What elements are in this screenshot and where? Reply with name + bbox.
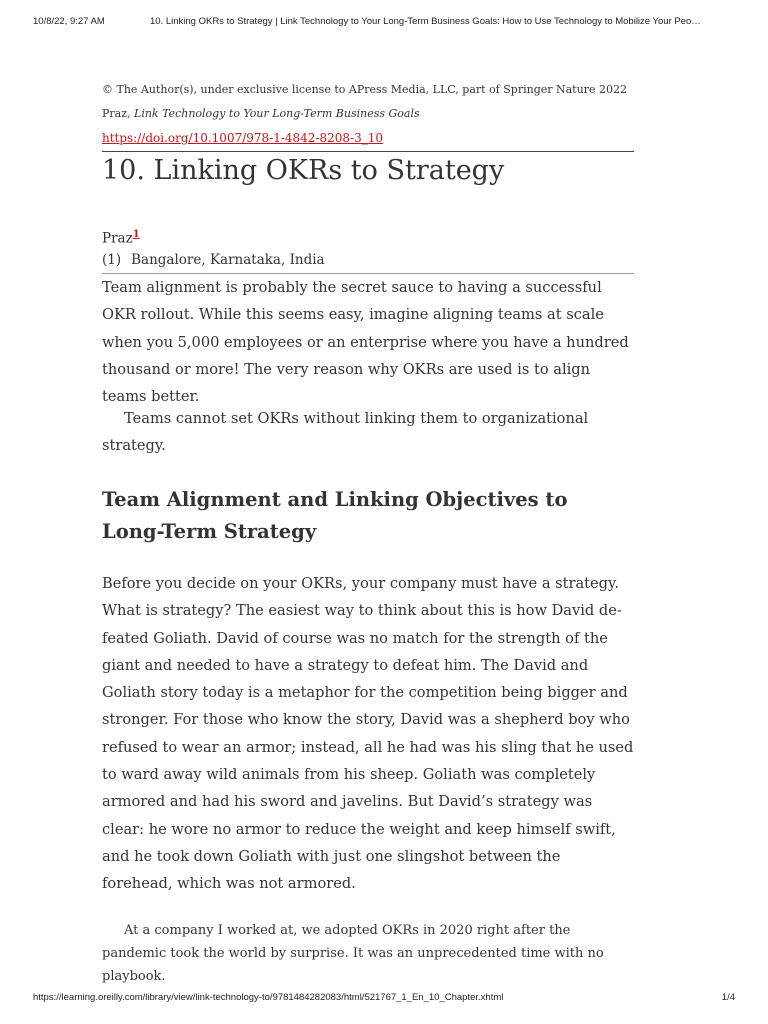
page-number: 1/4 [721, 992, 735, 1003]
author-name: Praz [102, 230, 133, 247]
citation-author: Praz, [102, 107, 135, 120]
section-heading: Team Alignment and Linking Objectives to Long-Term Strategy [102, 488, 568, 543]
affiliation-number: (1) [102, 252, 122, 268]
affiliation-text: Bangalore, Karnataka, India [131, 252, 325, 268]
body-paragraph: Teams cannot set OKRs without linking them to organizational strategy. [102, 410, 589, 455]
chapter-title: 10. Linking OKRs to Strategy [102, 155, 505, 186]
print-date: 10/8/22, 9:27 AM [33, 16, 105, 27]
print-url: https://learning.oreilly.com/library/view/link-technology-to/9781484282083/html/521767_1_En_10_Chapter.xhtml [33, 992, 504, 1003]
author-affiliation-link[interactable]: 1 [132, 229, 140, 240]
print-header [33, 16, 735, 32]
print-page-title: 10. Linking OKRs to Strategy | Link Technology to Your Long-Term Business Goals: How to Use Technology to Mobilize Your Peo… [150, 16, 701, 27]
affiliation-line [102, 252, 325, 268]
body-paragraph: At a company I worked at, we adopted OKRs in 2020 right after the pandemic took the world by surprise. It was an unprecedented time with no playbook. [102, 923, 604, 984]
author-line [102, 229, 140, 247]
citation-book-title: Link Technology to Your Long-Term Business Goals [134, 107, 420, 120]
print-footer [33, 992, 735, 1006]
title-divider [102, 151, 634, 152]
citation-line [102, 107, 420, 120]
doi-link[interactable]: https://doi.org/10.1007/978-1-4842-8208-3_10 [102, 131, 383, 145]
copyright-line: © The Author(s), under exclusive license to APress Media, LLC, part of Springer Nature 2022 [102, 83, 627, 96]
body-paragraph: Before you decide on your OKRs, your company must have a strategy. What is strategy? The easiest way to think about this is how David defeated Goliath. David of course was no match for the strength of the giant and needed to have a strategy to defeat him. The David and Goliath story today is a metaphor for the competition being bigger and stronger. For those who know the story, David was a shepherd boy who refused to wear an armor; instead, all he had was his sling that he used to ward away wild animals from his sheep. Goliath was completely armored and had his sword and javelins. But David’s strategy was clear: he wore no armor to reduce the weight and keep himself swift, and he took down Goliath with just one slingshot between the forehead, which was not armored. [102, 575, 634, 893]
body-paragraph: Team alignment is probably the secret sauce to having a successful OKR rollout. While this seems easy, imagine aligning teams at scale when you 5,000 employees or an enterprise where you have a hundred thousand or more! The very reason why OKRs are used is to align teams better. [102, 279, 629, 406]
